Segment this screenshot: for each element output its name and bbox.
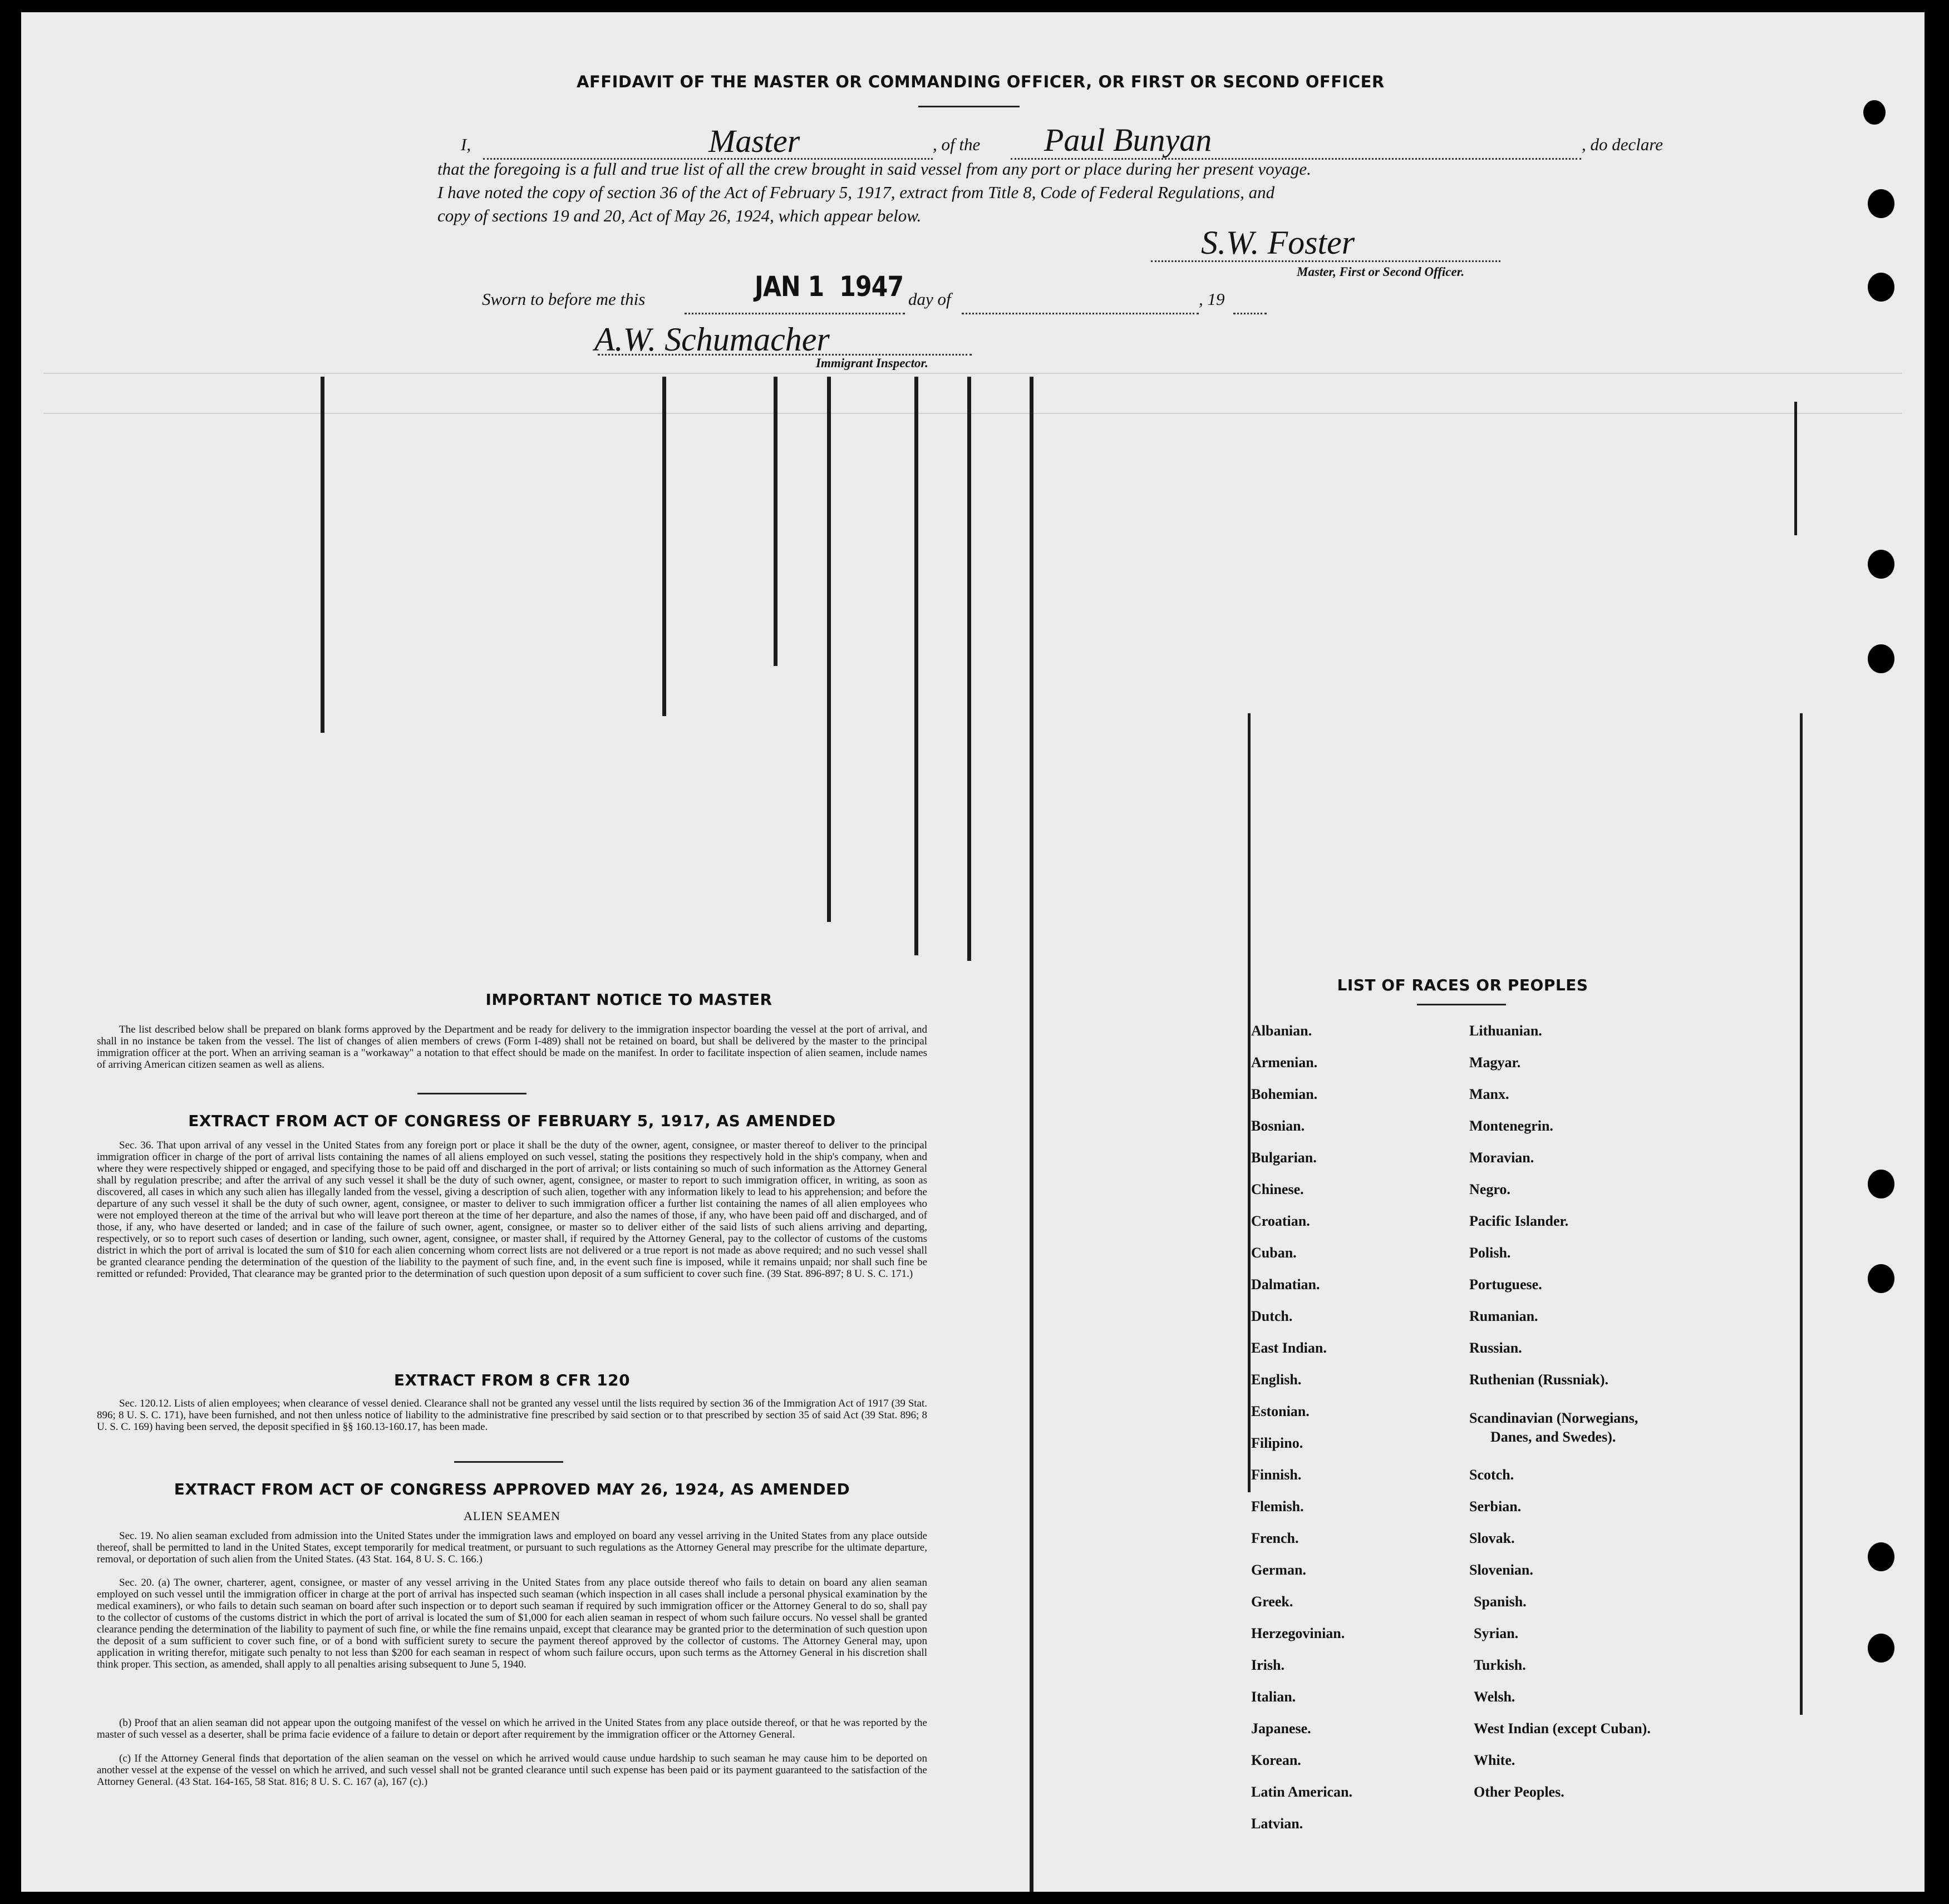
race-item: Bosnian. [1251, 1118, 1305, 1134]
race-item: Other Peoples. [1474, 1784, 1564, 1800]
race-item: Latin American. [1251, 1784, 1352, 1800]
race-item: Albanian. [1251, 1023, 1312, 1039]
extract-1924-title: EXTRACT FROM ACT OF CONGRESS APPROVED MAY 26, 1924, AS AMENDED [174, 1480, 850, 1498]
race-item: Scandinavian (Norwegians, [1469, 1410, 1638, 1426]
section-20a-body: Sec. 20. (a) The owner, charterer, agent, consignee, or master of any vessel arriving in the United States from any place outside thereof who fails to detain on board any alien seaman employed on such vessel until the immigration officer in charge at the port of arrival has inspected such seaman (which inspection in all cases shall include a personal physical examination by the medical examiners), or who fails to detain such seaman on board after such inspection or to deport such seaman if required by such immigration officer or the Attorney General to do so, shall pay to the collector of customs of the customs district in which the port of arrival is located the sum of $1,000 for each alien seaman in respect of whom such failure occurs. No vessel shall be granted clearance pending the determination of the liability to payment of such fine, or while the fine remains unpaid, except that clearance may be granted prior to the determination of such question upon the deposit of a sum sufficient to cover such fine, or of a bond with sufficient surety to secure the payment thereof approved by the collector of customs. The Attorney General may, upon application in writing therefor, mitigate such penalty to not less than $200 for each seaman in respect of whom such failure occurs, upon such terms as the Attorney General in his discretion shall think proper. This section, as amended, shall apply to all penalties arising subsequent to June 5, 1940. [97, 1577, 927, 1670]
section-divider [454, 1461, 563, 1463]
punch-hole [1868, 1542, 1894, 1571]
race-item: Portuguese. [1469, 1276, 1542, 1293]
punch-hole [1868, 550, 1894, 579]
race-item: Cuban. [1251, 1245, 1297, 1261]
race-item: Flemish. [1251, 1498, 1304, 1515]
signature-caption: Master, First or Second Officer. [1297, 265, 1465, 279]
day-of-label: day of [908, 289, 951, 309]
inspector-blank [598, 354, 972, 356]
extract-cfr-title: EXTRACT FROM 8 CFR 120 [393, 1371, 631, 1389]
column-rule [827, 377, 831, 922]
race-item: Bohemian. [1251, 1086, 1318, 1102]
race-item: Greek. [1251, 1594, 1293, 1610]
race-item: Serbian. [1469, 1498, 1522, 1515]
section-20b-body: (b) Proof that an alien seaman did not appear upon the outgoing manifest of the vessel on which he arrived in the United States from any place outside thereof, or that he was reported by the master of such vessel as a deserter, shall be prima facie evidence of a failure to detain or deport after requirement by the immigration officer or the Attorney General. [97, 1717, 927, 1740]
extract-cfr-body: Sec. 120.12. Lists of alien employees; when clearance of vessel denied. Clearance shall not be granted any vessel until the lists required by section 36 of the Immigration Act of 1917 (39 Stat. 896; 8 U. S. C. 171), have been furnished, and not then unless notice of liability to the administrative fine prescribed by said section or to that prescribed by section 35 of said Act (39 Stat. 896; 8 U. S. C. 169) having been served, the deposit specified in §§ 160.13-160.17, has been made. [97, 1398, 927, 1433]
punch-hole [1868, 189, 1894, 218]
punch-hole [1868, 1170, 1894, 1198]
punch-hole [1863, 100, 1886, 125]
notice-body: The list described below shall be prepared on blank forms approved by the Department and be ready for delivery to the immigration inspector boarding the vessel at the port of arrival, and shall in no instance be taken from the vessel. The list of changes of alien members of crews (Form I-489) shall not be retained on board, but shall be delivered by the master to the principal immigration officer at the port. When an arriving seaman is a "workaway" a notation to that effect should be made on the manifest. In order to facilitate inspection of alien seamen, include names of arriving American citizen seamen as well as aliens. [97, 1024, 927, 1071]
signature-blank [1151, 260, 1500, 262]
section-20c-body: (c) If the Attorney General finds that deportation of the alien seaman on the vessel on which he arrived would cause undue hardship to such seaman he may cause him to be deported on another vessel at the expense of the vessel on which he arrived, and such vessel shall not be granted clearance until such expense has been paid or its payment guaranteed to the satisfaction of the Attorney General. (43 Stat. 164-165, 58 Stat. 816; 8 U. S. C. 167 (a), 167 (c).) [97, 1753, 927, 1788]
race-item: Italian. [1251, 1689, 1296, 1705]
vessel-name-handwritten: Paul Bunyan [1044, 122, 1212, 158]
race-item: Slovak. [1469, 1530, 1515, 1546]
notice-title: IMPORTANT NOTICE TO MASTER [485, 990, 772, 1009]
extract-1917-title: EXTRACT FROM ACT OF CONGRESS OF FEBRUARY 5, 1917, AS AMENDED [188, 1112, 836, 1130]
column-rule [1030, 377, 1033, 1892]
punch-hole [1868, 1264, 1894, 1293]
extract-1917-body: Sec. 36. That upon arrival of any vessel in the United States from any foreign port or place it shall be the duty of the owner, agent, consignee, or master thereof to deliver to the principal immigration officer in charge of the port of arrival lists containing the names of all aliens employed on such vessel, stating the positions they respectively hold in the ship's company, when and where they were respectively shipped or engaged, and specifying those to be paid off and discharged in the port of arrival; or lists containing so much of such information as the Attorney General shall by regulation prescribe; and after the arrival of any such vessel it shall be the duty of such owner, agent, consignee, or master to report to such immigration officer, in writing, as soon as discovered, all cases in which any such alien has illegally landed from the vessel, giving a description of such alien, together with any information likely to lead to his apprehension; and before the departure of any such vessel it shall be the duty of such owner, agent, consignee, or master to deliver to such immigration officer a further list containing the names of all alien employees who were not employed thereon at the time of the arrival but who will leave port thereon at the time of her departure, and also the names of those, if any, who have been paid off and discharged, and of those, if any, who have deserted or landed; and in case of the failure of such owner, agent, consignee, or master so to deliver either of the said lists of such aliens arriving and departing, respectively, or so to report such cases of desertion or landing, such owner, agent, consignee, or master shall, if required by the Attorney General, pay to the collector of customs of the customs district in which the port of arrival is located the sum of $10 for each alien concerning whom correct lists are not delivered or a true report is not made as above required; and no such vessel shall be granted clearance pending the determination of the question of the liability to the payment of such fine, and, in the event such fine is imposed, while it remains unpaid; nor shall such fine be remitted or refunded: Provided, That clearance may be granted prior to the determination of such question upon deposit of a sum sufficient to cover such fine. (39 Stat. 896-897; 8 U. S. C. 171.) [97, 1140, 927, 1280]
rank-handwritten: Master [708, 123, 800, 159]
sworn-date-stamp: JAN 1 1947 [755, 270, 904, 303]
race-item: French. [1251, 1530, 1299, 1546]
race-item: Syrian. [1474, 1625, 1519, 1641]
race-item: German. [1251, 1562, 1306, 1578]
inspector-signature: A.W. Schumacher [594, 321, 830, 358]
race-item: Ruthenian (Russniak). [1469, 1372, 1608, 1388]
race-item: East Indian. [1251, 1340, 1327, 1356]
column-rule [774, 377, 777, 666]
declare-label: , do declare [1582, 135, 1663, 154]
column-rule [967, 377, 971, 961]
affidavit-title: AFFIDAVIT OF THE MASTER OR COMMANDING OFFICER, OR FIRST OR SECOND OFFICER [577, 72, 1385, 91]
race-item: Filipino. [1251, 1435, 1303, 1451]
affidavit-line-4: copy of sections 19 and 20, Act of May 26, 1924, which appear below. [437, 206, 922, 225]
race-item: Russian. [1469, 1340, 1522, 1356]
races-title: LIST OF RACES OR PEOPLES [1337, 976, 1588, 994]
section-divider [417, 1093, 526, 1094]
column-rule [914, 377, 918, 955]
race-item: Scotch. [1469, 1467, 1514, 1483]
affidavit-line-2: that the foregoing is a full and true list of all the crew brought in said vessel from any port or place during her present voyage. [437, 159, 1311, 179]
race-item: Finnish. [1251, 1467, 1302, 1483]
race-item: Lithuanian. [1469, 1023, 1542, 1039]
sworn-date-blank [685, 313, 905, 314]
punch-hole [1868, 644, 1894, 673]
race-item: Dutch. [1251, 1308, 1293, 1324]
race-item: Slovenian. [1469, 1562, 1533, 1578]
bleed-through-rule [43, 373, 1902, 374]
of-the-label: , of the [933, 135, 981, 154]
race-item: Polish. [1469, 1245, 1511, 1261]
year-blank [1233, 313, 1267, 314]
race-item: Spanish. [1474, 1594, 1527, 1610]
column-rule [662, 377, 666, 716]
column-rule [321, 377, 324, 733]
race-item: Bulgarian. [1251, 1150, 1317, 1166]
column-rule [1800, 1492, 1803, 1670]
race-item: Danes, and Swedes). [1490, 1429, 1616, 1445]
race-item: West Indian (except Cuban). [1474, 1720, 1651, 1737]
race-item: Estonian. [1251, 1403, 1310, 1419]
punch-hole [1868, 1634, 1894, 1663]
declarant-prefix: I, [461, 135, 471, 154]
race-item: Magyar. [1469, 1054, 1521, 1071]
punch-hole [1868, 273, 1894, 302]
race-item: Montenegrin. [1469, 1118, 1553, 1134]
document-page [21, 12, 1925, 1892]
column-rule [1794, 402, 1797, 535]
race-item: Irish. [1251, 1657, 1284, 1673]
race-item: Japanese. [1251, 1720, 1311, 1737]
race-item: Croatian. [1251, 1213, 1310, 1229]
master-signature: S.W. Foster [1201, 224, 1355, 261]
year-label: , 19 [1199, 289, 1225, 309]
race-item: Manx. [1469, 1086, 1509, 1102]
race-item: Turkish. [1474, 1657, 1526, 1673]
race-item: Negro. [1469, 1181, 1510, 1197]
race-item: Dalmatian. [1251, 1276, 1320, 1293]
month-blank [962, 313, 1199, 314]
race-item: Rumanian. [1469, 1308, 1538, 1324]
race-item: Armenian. [1251, 1054, 1318, 1071]
section-19-body: Sec. 19. No alien seaman excluded from admission into the United States under the immigration laws and employed on board any vessel arriving in the United States from any place outside thereof, shall be permitted to land in the United States, except temporarily for medical treatment, or pursuant to such regulations as the Attorney General may prescribe for the ultimate departure, removal, or deportation of such alien from the United States. (43 Stat. 164, 8 U. S. C. 166.) [97, 1530, 927, 1565]
races-title-underline [1417, 1004, 1506, 1005]
column-rule [1248, 713, 1251, 1492]
race-item: Herzegovinian. [1251, 1625, 1345, 1641]
race-item: Korean. [1251, 1752, 1301, 1768]
race-item: Pacific Islander. [1469, 1213, 1569, 1229]
race-item: Chinese. [1251, 1181, 1304, 1197]
race-item: English. [1251, 1372, 1302, 1388]
inspector-caption: Immigrant Inspector. [816, 356, 928, 370]
sworn-prefix: Sworn to before me this [482, 289, 646, 309]
race-item: Latvian. [1251, 1816, 1303, 1832]
race-item: Welsh. [1474, 1689, 1515, 1705]
extract-1924-subtitle: ALIEN SEAMEN [464, 1509, 560, 1523]
race-item: Moravian. [1469, 1150, 1534, 1166]
title-underline [918, 106, 1020, 107]
affidavit-line-3: I have noted the copy of section 36 of the Act of February 5, 1917, extract from Title 8, Code of Federal Regulations, and [437, 182, 1275, 202]
race-item: White. [1474, 1752, 1515, 1768]
